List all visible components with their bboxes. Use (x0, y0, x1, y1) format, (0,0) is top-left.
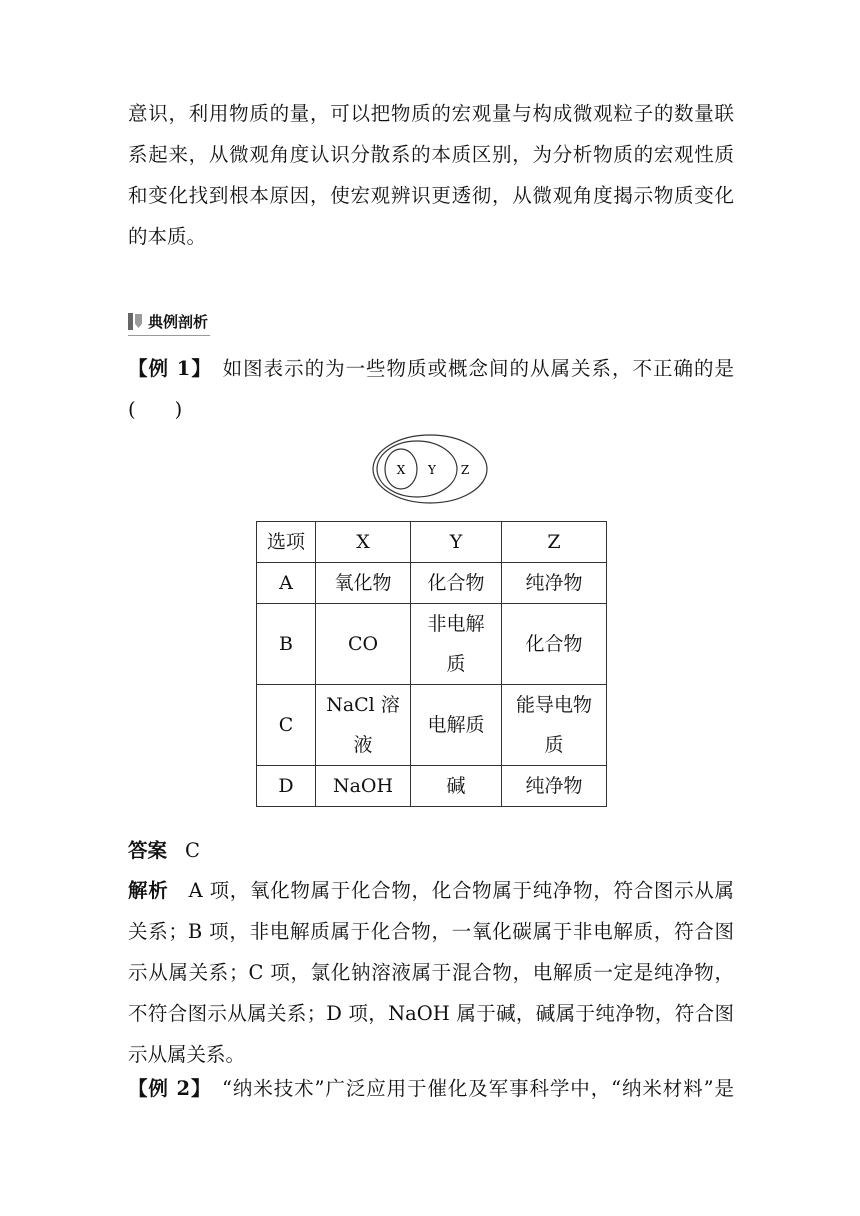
intro-line: 意识，利用物质的量，可以把物质的宏观量与构成微观粒子的数量联 (128, 102, 734, 125)
analysis-line: 不符合图示从属关系；D 项，NaOH 属于碱，碱属于纯净物，符合图 (128, 1002, 734, 1025)
table-cell: 化合物 (502, 604, 607, 685)
cell-line: 质 (544, 734, 564, 756)
example2-question (128, 1068, 734, 1109)
example1-question-text: 如图表示的为一些物质或概念间的从属关系，不正确的是 (222, 357, 734, 380)
example1-blank: ( ) (128, 398, 183, 421)
venn-label-x: X (396, 463, 406, 477)
answer-label: 答案 (128, 839, 168, 862)
table-row (257, 563, 607, 604)
analysis-paragraph (128, 870, 734, 1075)
table-header-cell: Z (502, 522, 607, 563)
cell-line: 液 (353, 734, 373, 756)
table-cell (411, 604, 502, 685)
table-cell: CO (316, 604, 411, 685)
intro-paragraph (128, 93, 734, 257)
analysis-line (128, 870, 734, 911)
intro-line: 和变化找到根本原因，使宏观辨识更透彻，从微观角度揭示物质变化 (128, 184, 734, 207)
table-header-cell: 选项 (257, 522, 316, 563)
section-title (128, 309, 208, 333)
table-cell: NaOH (316, 766, 411, 807)
venn-label-z: Z (460, 463, 470, 477)
analysis-line: 示从属关系。 (128, 1043, 246, 1066)
table-row (257, 766, 607, 807)
cell-line: NaCl 溶 (326, 694, 400, 716)
venn-diagram (370, 432, 490, 508)
table-cell: C (257, 685, 316, 766)
cell-line: 质 (446, 653, 466, 675)
example2-text: “纳米技术”广泛应用于催化及军事科学中，“纳米材料”是 (222, 1077, 734, 1100)
table-cell: 纯净物 (502, 563, 607, 604)
section-title-text: 典例剖析 (148, 312, 209, 331)
venn-label-y: Y (428, 463, 436, 477)
analysis-text: A 项，氧化物属于化合物，化合物属于纯净物，符合图示从属 (188, 879, 734, 902)
table-cell: A (257, 563, 316, 604)
table-cell: 碱 (411, 766, 502, 807)
table-cell: 氧化物 (316, 563, 411, 604)
table-header-cell: X (316, 522, 411, 563)
example1-question (128, 348, 734, 430)
example2-tag: 【例 2】 (128, 1077, 202, 1100)
section-bar-icon (128, 313, 133, 330)
table-cell: 纯净物 (502, 766, 607, 807)
table-row (257, 604, 607, 685)
table-cell: 化合物 (411, 563, 502, 604)
bookmark-icon (135, 314, 142, 328)
table-cell (502, 685, 607, 766)
answer-line (128, 832, 200, 870)
intro-line: 的本质。 (128, 225, 207, 248)
table-header-row (257, 522, 607, 563)
table-cell: B (257, 604, 316, 685)
options-table (256, 521, 607, 807)
cell-line: 非电解 (427, 613, 485, 635)
cell-line: 能导电物 (515, 694, 592, 716)
table-header-cell: Y (411, 522, 502, 563)
table-cell: D (257, 766, 316, 807)
example1-tag: 【例 1】 (128, 357, 203, 380)
analysis-line: 示从属关系；C 项，氯化钠溶液属于混合物，电解质一定是纯净物， (128, 961, 734, 984)
analysis-line: 关系；B 项，非电解质属于化合物，一氧化碳属于非电解质，符合图 (128, 920, 734, 943)
analysis-label: 解析 (128, 879, 169, 902)
table-cell: 电解质 (411, 685, 502, 766)
example1-line (128, 348, 734, 389)
intro-line: 系起来，从微观角度认识分散系的本质区别，为分析物质的宏观性质 (128, 143, 734, 166)
table-row (257, 685, 607, 766)
table-cell (316, 685, 411, 766)
section-underline (128, 335, 210, 336)
answer-value: C (185, 839, 200, 862)
example2-line (128, 1068, 734, 1109)
